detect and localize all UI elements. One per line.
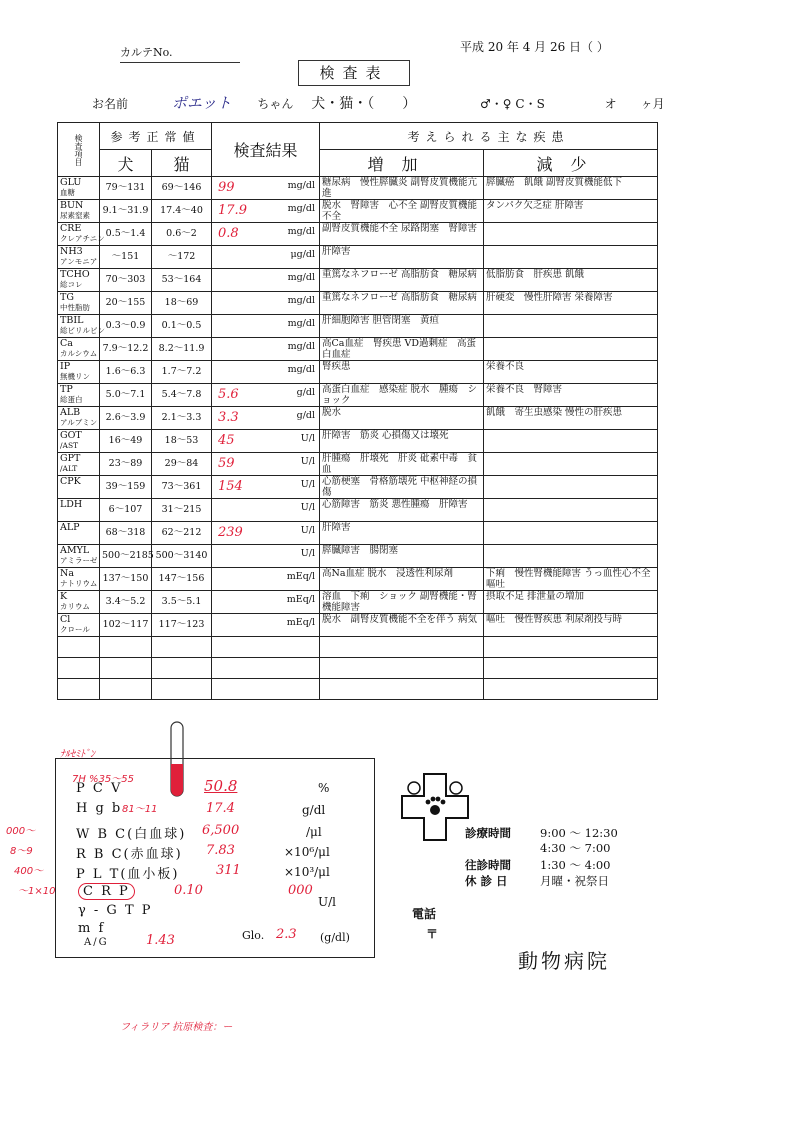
dog-range-cell: 102～117 <box>100 614 152 637</box>
rbc-label: R B C(赤血球) <box>76 847 183 862</box>
table-row <box>58 315 658 338</box>
table-row <box>58 384 658 407</box>
table-row <box>58 499 658 522</box>
dog-range-cell: 6～107 <box>100 499 152 522</box>
result-unit: U/l <box>300 433 316 444</box>
table-row <box>58 545 658 568</box>
blank-cell <box>58 637 100 658</box>
table-row <box>58 568 658 591</box>
test-item-subname: 血糖 <box>60 188 75 197</box>
result-cell <box>212 200 320 223</box>
blank-cell <box>152 658 212 679</box>
chan-label: ちゃん <box>257 97 294 111</box>
test-item-code: TG <box>60 292 74 303</box>
dog-range-cell: 0.5～1.4 <box>100 223 152 246</box>
patient-name: ポエット <box>171 94 232 112</box>
result-cell <box>212 177 320 200</box>
closed-days: 月曜・祝祭日 <box>540 874 609 888</box>
dog-range-cell: 7.9～12.2 <box>100 338 152 361</box>
blank-cell <box>320 679 484 700</box>
cbc-panel <box>55 758 375 958</box>
increase-disease-cell: 膵臓障害 腸閉塞 <box>320 545 484 568</box>
cat-range-cell: 147～156 <box>152 568 212 591</box>
dog-range-cell: 1.6～6.3 <box>100 361 152 384</box>
age-field: オ ヶ月 <box>604 97 665 111</box>
crp-value: 0.10 <box>174 883 203 898</box>
ggtp-label: γ - G T P <box>78 903 153 918</box>
test-item-subname: 尿素窒素 <box>60 211 90 220</box>
wbc-unit: /μl <box>306 825 322 839</box>
cat-range-cell: 62～212 <box>152 522 212 545</box>
result-value: 59 <box>218 456 235 471</box>
test-item-code: ALB <box>60 407 81 418</box>
test-item-subname: /ALT <box>60 464 78 473</box>
increase-disease-cell: 糖尿病 慢性膵臓炎 副腎皮質機能亢進 <box>320 177 484 200</box>
increase-disease-cell: 肝障害 <box>320 246 484 269</box>
blank-row <box>58 658 658 679</box>
decrease-disease-cell: 飢餓 寄生虫感染 慢性の肝疾患 <box>484 407 658 430</box>
increase-disease-cell: 溶血 下痢 ショック 副腎機能・腎機能障害 <box>320 591 484 614</box>
dog-range-cell: 70～303 <box>100 269 152 292</box>
test-item-cell <box>58 614 100 637</box>
closed-label: 休 診 日 <box>465 874 508 888</box>
test-item-subname: アンモニア <box>60 257 98 266</box>
dog-range-cell: 2.6～3.9 <box>100 407 152 430</box>
result-unit: U/l <box>300 456 316 467</box>
ggtp-unit: U/l <box>318 895 336 909</box>
test-item-cell <box>58 177 100 200</box>
cat-range-cell: 31～215 <box>152 499 212 522</box>
table-row <box>58 453 658 476</box>
ag-label: A/G <box>84 937 109 948</box>
test-item-code: Cl <box>60 614 71 625</box>
test-item-cell <box>58 499 100 522</box>
decrease-disease-cell: 肝硬変 慢性肝障害 栄養障害 <box>484 292 658 315</box>
test-item-code: Na <box>60 568 74 579</box>
increase-disease-cell: 重篤なネフローゼ 高脂肪食 糖尿病 <box>320 269 484 292</box>
result-cell <box>212 361 320 384</box>
table-row <box>58 361 658 384</box>
result-unit: mg/dl <box>287 295 316 306</box>
decrease-disease-cell: 下痢 慢性腎機能障害 うっ血性心不全 嘔吐 <box>484 568 658 591</box>
decrease-disease-cell <box>484 453 658 476</box>
rbc-range-note: 8～9 <box>10 846 33 857</box>
result-value: 99 <box>218 180 235 195</box>
clinic-cross-logo-icon <box>400 772 470 842</box>
result-unit: mg/dl <box>287 341 316 352</box>
table-row <box>58 430 658 453</box>
result-cell <box>212 453 320 476</box>
decrease-header: 減少 <box>484 150 658 177</box>
plt-label: P L T(血小板) <box>76 867 180 882</box>
item-header: 検査項目 <box>58 123 100 177</box>
increase-disease-cell: 脱水 副腎皮質機能不全を伴う 病気 <box>320 614 484 637</box>
result-unit: U/l <box>300 479 316 490</box>
cat-range-cell: 117～123 <box>152 614 212 637</box>
test-item-code: GLU <box>60 177 82 188</box>
test-item-cell <box>58 269 100 292</box>
test-item-code: LDH <box>60 499 83 510</box>
result-value: 239 <box>218 525 243 540</box>
table-row <box>58 177 658 200</box>
glo-label: Glo. <box>242 929 265 942</box>
blank-cell <box>58 658 100 679</box>
decrease-disease-cell: 栄養不良 <box>484 361 658 384</box>
rbc-unit: ×10⁶/μl <box>284 845 330 859</box>
cat-range-cell: 18～53 <box>152 430 212 453</box>
result-unit: mEq/l <box>286 594 316 605</box>
test-item-cell <box>58 200 100 223</box>
result-unit: g/dl <box>296 410 316 421</box>
test-item-cell <box>58 568 100 591</box>
blank-cell <box>320 658 484 679</box>
test-item-code: GOT <box>60 430 82 441</box>
table-row <box>58 200 658 223</box>
postal-mark: 〒 <box>426 927 439 941</box>
dog-range-cell: 79～131 <box>100 177 152 200</box>
disease-header: 考えられる主な疾患 <box>320 123 658 150</box>
increase-disease-cell: 肝細胞障害 胆管閉塞 黄疸 <box>320 315 484 338</box>
result-value: 154 <box>218 479 243 494</box>
increase-disease-cell: 重篤なネフローゼ 高脂肪食 糖尿病 <box>320 292 484 315</box>
result-value: 3.3 <box>218 410 239 425</box>
test-item-cell <box>58 407 100 430</box>
cat-range-cell: 3.5～5.1 <box>152 591 212 614</box>
cat-range-cell: 0.6～2 <box>152 223 212 246</box>
hgb-label: H g b <box>76 801 123 816</box>
increase-disease-cell: 肝腫瘍 肝壊死 肝炎 砒素中毒 貧血 <box>320 453 484 476</box>
cat-range-cell: 69～146 <box>152 177 212 200</box>
blank-row <box>58 637 658 658</box>
test-item-subname: 総蛋白 <box>60 395 83 404</box>
hgb-range-note: 81～11 <box>122 804 158 815</box>
result-cell <box>212 407 320 430</box>
table-row <box>58 292 658 315</box>
cat-range-cell: ～172 <box>152 246 212 269</box>
test-item-cell <box>58 591 100 614</box>
result-value: 45 <box>218 433 235 448</box>
test-item-code: IP <box>60 361 71 372</box>
species-field: 犬・猫・（ ） <box>311 96 417 112</box>
result-cell <box>212 223 320 246</box>
dog-range-cell: ～151 <box>100 246 152 269</box>
table-row <box>58 614 658 637</box>
glo-value: 2.3 <box>276 927 297 942</box>
test-item-cell <box>58 246 100 269</box>
result-unit: mg/dl <box>287 203 316 214</box>
result-unit: mEq/l <box>286 571 316 582</box>
decrease-disease-cell: 低脂肪食 肝疾患 飢餓 <box>484 269 658 292</box>
test-item-code: ALP <box>60 522 80 533</box>
table-row <box>58 246 658 269</box>
test-item-subname: /AST <box>60 441 79 450</box>
cat-range-cell: 17.4～40 <box>152 200 212 223</box>
test-item-cell <box>58 476 100 499</box>
test-item-code: TP <box>60 384 73 395</box>
blank-cell <box>152 637 212 658</box>
result-unit: U/l <box>300 502 316 513</box>
cat-range-cell: 73～361 <box>152 476 212 499</box>
blank-cell <box>484 637 658 658</box>
cat-range-cell: 1.7～7.2 <box>152 361 212 384</box>
cat-range-cell: 29～84 <box>152 453 212 476</box>
decrease-disease-cell: 栄養不良 腎障害 <box>484 384 658 407</box>
cat-range-cell: 500～3140 <box>152 545 212 568</box>
cat-range-cell: 2.1～3.3 <box>152 407 212 430</box>
test-item-subname: 無機リン <box>60 372 90 381</box>
test-item-code: GPT <box>60 453 81 464</box>
increase-disease-cell: 脱水 腎障害 心不全 副腎皮質機能不全 <box>320 200 484 223</box>
glo-unit: (g/dl) <box>320 931 350 944</box>
test-item-code: BUN <box>60 200 84 211</box>
pcv-value: 50.8 <box>204 777 238 795</box>
result-cell <box>212 246 320 269</box>
page-title: 検査表 <box>298 60 410 86</box>
sex-field: ♂・♀ C・S <box>480 97 545 111</box>
test-item-cell <box>58 545 100 568</box>
dog-range-cell: 39～159 <box>100 476 152 499</box>
crp-extra: 000 <box>288 883 313 898</box>
test-item-cell <box>58 292 100 315</box>
hours-2: 4:30 ～ 7:00 <box>540 841 611 855</box>
dog-range-cell: 16～49 <box>100 430 152 453</box>
hgb-unit: g/dl <box>302 803 326 817</box>
test-item-code: CPK <box>60 476 81 487</box>
test-item-code: CRE <box>60 223 82 234</box>
increase-disease-cell: 腎疾患 <box>320 361 484 384</box>
test-item-cell <box>58 430 100 453</box>
result-unit: mg/dl <box>287 272 316 283</box>
test-item-cell <box>58 223 105 246</box>
test-item-code: Ca <box>60 338 73 349</box>
patient-row <box>92 92 682 113</box>
cat-range-cell: 18～69 <box>152 292 212 315</box>
blank-row <box>58 679 658 700</box>
exam-date: 平成 20 年 4 月 26 日（ ） <box>460 40 609 54</box>
test-item-subname: ナトリウム <box>60 579 98 588</box>
test-item-subname: クロール <box>60 625 90 634</box>
table-row <box>58 223 658 246</box>
pcv-label: P C V <box>76 781 123 796</box>
test-item-code: K <box>60 591 68 602</box>
test-item-subname: アミラーゼ <box>60 556 98 565</box>
test-item-subname: 中性脂肪 <box>60 303 90 312</box>
cat-header: 猫 <box>152 150 212 177</box>
crp-label: C R P <box>78 883 135 900</box>
dog-range-cell: 20～155 <box>100 292 152 315</box>
result-value: 0.8 <box>218 226 239 241</box>
hours-label: 診療時間 <box>465 826 511 840</box>
result-unit: mg/dl <box>287 364 316 375</box>
result-unit: mg/dl <box>287 180 316 191</box>
test-item-subname: カリウム <box>60 602 90 611</box>
result-cell <box>212 338 320 361</box>
result-cell <box>212 384 320 407</box>
decrease-disease-cell: 嘔吐 慢性腎疾患 利尿剤投与時 <box>484 614 658 637</box>
table-row <box>58 407 658 430</box>
plt-range-note: 400～ <box>14 866 44 877</box>
result-cell <box>212 476 320 499</box>
cat-range-cell: 8.2～11.9 <box>152 338 212 361</box>
pcv-unit: % <box>318 781 330 795</box>
blank-cell <box>212 679 320 700</box>
table-row <box>58 269 658 292</box>
decrease-disease-cell <box>484 338 658 361</box>
result-cell <box>212 568 320 591</box>
dog-range-cell: 500～2185 <box>100 545 152 568</box>
filaria-note: フィラリア 抗原検査：ー <box>120 1022 233 1033</box>
test-item-cell <box>58 361 100 384</box>
dog-range-cell: 9.1～31.9 <box>100 200 152 223</box>
table-row <box>58 338 658 361</box>
dog-range-cell: 0.3～0.9 <box>100 315 152 338</box>
rbc-value: 7.83 <box>206 843 235 858</box>
increase-disease-cell: 副腎皮質機能不全 尿路閉塞 腎障害 <box>320 223 484 246</box>
test-item-subname: クレアチニン <box>60 234 105 243</box>
increase-disease-cell: 高Ca血症 腎疾患 VD過剰症 高蛋白血症 <box>320 338 484 361</box>
clinic-name: 動物病院 <box>518 949 610 973</box>
decrease-disease-cell <box>484 476 658 499</box>
table-row <box>58 476 658 499</box>
result-cell <box>212 269 320 292</box>
decrease-disease-cell <box>484 499 658 522</box>
test-item-code: TCHO <box>60 269 90 280</box>
result-unit: mEq/l <box>286 617 316 628</box>
hours-1: 9:00 ～ 12:30 <box>540 826 618 840</box>
normal-range-header: 参考正常値 <box>100 123 212 150</box>
ag-value: 1.43 <box>146 933 175 948</box>
dog-range-cell: 23～89 <box>100 453 152 476</box>
visit-hours: 1:30 ～ 4:00 <box>540 858 611 872</box>
top-handwritten-note: ﾅﾙｾﾐﾄﾞﾝ <box>60 749 95 760</box>
decrease-disease-cell: 膵臓癌 飢餓 副腎皮質機能低下 <box>484 177 658 200</box>
crp-range-note: ～1×10 <box>18 886 56 897</box>
cat-range-cell: 0.1～0.5 <box>152 315 212 338</box>
plt-unit: ×10³/μl <box>284 865 330 879</box>
blank-cell <box>484 658 658 679</box>
name-label: お名前 <box>92 97 129 111</box>
increase-disease-cell: 心筋梗塞 骨格筋壊死 中枢神経の損傷 <box>320 476 484 499</box>
test-item-subname: 総ビリルビン <box>60 326 105 335</box>
result-unit: U/l <box>300 548 316 559</box>
result-value: 17.9 <box>218 203 247 218</box>
wbc-label: W B C(白血球) <box>76 827 187 842</box>
increase-disease-cell: 心筋障害 筋炎 悪性腫瘍 肝障害 <box>320 499 484 522</box>
blank-cell <box>152 679 212 700</box>
result-cell <box>212 614 320 637</box>
cat-range-cell: 53～164 <box>152 269 212 292</box>
result-unit: μg/dl <box>290 249 316 260</box>
decrease-disease-cell <box>484 246 658 269</box>
dog-range-cell: 137～150 <box>100 568 152 591</box>
table-row <box>58 591 658 614</box>
blank-cell <box>100 658 152 679</box>
blood-tube-icon <box>168 722 186 800</box>
result-cell <box>212 499 320 522</box>
test-item-code: NH3 <box>60 246 83 257</box>
test-item-cell <box>58 384 100 407</box>
decrease-disease-cell: タンパク欠乏症 肝障害 <box>484 200 658 223</box>
increase-disease-cell: 高蛋白血症 感染症 脱水 腫瘍 ショック <box>320 384 484 407</box>
decrease-disease-cell <box>484 522 658 545</box>
increase-disease-cell: 肝障害 <box>320 522 484 545</box>
dog-range-cell: 3.4～5.2 <box>100 591 152 614</box>
decrease-disease-cell: 摂取不足 排泄量の増加 <box>484 591 658 614</box>
dog-range-cell: 68～318 <box>100 522 152 545</box>
increase-header: 増加 <box>320 150 484 177</box>
increase-disease-cell: 肝障害 筋炎 心損傷又は壊死 <box>320 430 484 453</box>
test-item-cell <box>58 522 100 545</box>
result-cell <box>212 315 320 338</box>
test-item-cell <box>58 338 100 361</box>
wbc-value: 6,500 <box>202 823 240 838</box>
test-item-cell <box>58 315 105 338</box>
test-item-subname: アルブミン <box>60 418 98 427</box>
decrease-disease-cell <box>484 315 658 338</box>
pcv-range-note: 7H %35～55 <box>72 774 135 785</box>
dog-header: 犬 <box>100 150 152 177</box>
blank-cell <box>212 658 320 679</box>
blank-cell <box>100 679 152 700</box>
hgb-value: 17.4 <box>206 801 235 816</box>
mf-label: m f <box>78 921 106 936</box>
result-cell <box>212 545 320 568</box>
result-unit: mg/dl <box>287 318 316 329</box>
tel-label: 電話 <box>412 907 437 921</box>
visit-label: 往診時間 <box>465 858 511 872</box>
increase-disease-cell: 脱水 <box>320 407 484 430</box>
lab-results-table <box>57 122 661 700</box>
plt-value: 311 <box>216 863 241 878</box>
blank-cell <box>484 679 658 700</box>
blank-cell <box>58 679 100 700</box>
result-cell <box>212 430 320 453</box>
blank-cell <box>320 637 484 658</box>
table-row <box>58 522 658 545</box>
blank-cell <box>100 637 152 658</box>
test-item-cell <box>58 453 100 476</box>
dog-range-cell: 5.0～7.1 <box>100 384 152 407</box>
wbc-range-note: 000～ <box>6 826 36 837</box>
result-value: 5.6 <box>218 387 239 402</box>
karte-number-label: カルテNo. <box>120 44 240 63</box>
test-item-code: TBIL <box>60 315 84 326</box>
decrease-disease-cell <box>484 545 658 568</box>
decrease-disease-cell <box>484 430 658 453</box>
test-item-code: AMYL <box>60 545 90 556</box>
result-cell <box>212 292 320 315</box>
test-item-subname: カルシウム <box>60 349 98 358</box>
result-cell <box>212 522 320 545</box>
decrease-disease-cell <box>484 223 658 246</box>
increase-disease-cell: 高Na血症 脱水 浸透性利尿剤 <box>320 568 484 591</box>
cat-range-cell: 5.4～7.8 <box>152 384 212 407</box>
result-cell <box>212 591 320 614</box>
result-unit: mg/dl <box>287 226 316 237</box>
result-header: 検査結果 <box>212 123 320 177</box>
test-item-subname: 総コレ <box>60 280 83 289</box>
result-unit: U/l <box>300 525 316 536</box>
result-unit: g/dl <box>296 387 316 398</box>
blank-cell <box>212 637 320 658</box>
